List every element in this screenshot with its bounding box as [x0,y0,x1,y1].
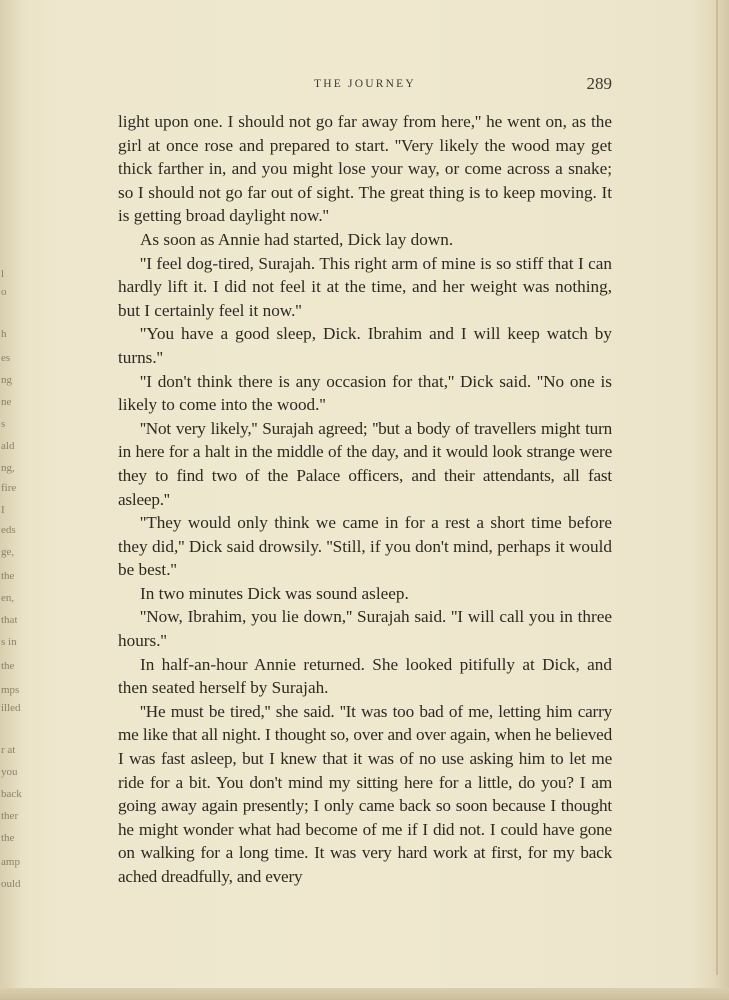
paragraph: ''I feel dog-tired, Surajah. This right arm of mine is so stiff that I can hardly lift it. I did not feel it at the time, and her weight was nothing, but I certainly feel it now.'' [118,253,612,320]
bleed-fragment: s in [1,636,17,648]
bleed-fragment: mps [1,684,20,696]
bleed-fragment: eds [1,524,16,536]
bleed-fragment: l [1,268,5,280]
bleed-fragment: back [1,788,22,800]
bleed-fragment: o [1,286,7,298]
paragraph: In two minutes Dick was sound asleep. [140,583,409,603]
bleed-fragment: that [1,614,18,626]
paragraph: ''Now, Ibrahim, you lie down,'' Surajah said. ''I will call you in three hours.'' [118,607,612,651]
bleed-fragment: es [1,352,11,364]
bleed-fragment: ne [1,396,12,408]
bleed-fragment: s [1,418,6,430]
bleed-fragment: ald [1,440,15,452]
bleed-fragment: en, [1,592,15,604]
bleed-fragment: amp [1,856,20,868]
bleed-fragment: ther [1,810,19,822]
bleed-fragment: you [1,766,18,778]
bleed-fragment: ng [1,374,12,386]
bleed-fragment: ng, [1,462,15,474]
page-header [118,74,612,96]
bleed-fragment: r at [1,744,16,756]
paragraph: light upon one. I should not go far away from here,'' he went on, as the girl at once rose and prepared to start. ''Very likely the wood may get thick farther in, and you might lose your way, or come across a snake; so I should not go far out of sight. The great thing is to keep moving. It is getting broad daylight now.'' [118,112,612,226]
bleed-fragment: the [1,660,15,672]
page-gutter-edge [716,0,718,975]
bleed-fragment: ge, [1,546,15,558]
bleed-fragment: ould [1,878,21,890]
running-head: THE JOURNEY [314,78,416,90]
page-number: 289 [586,74,612,93]
paragraph: In half-an-hour Annie returned. She looked pitifully at Dick, and then seated herself by Surajah. [118,654,612,698]
paragraph: ''Not very likely,'' Surajah agreed; ''but a body of travellers might turn in here for a halt in the middle of the day, and it would look strange were they to find two of the Palace officers, and their attendants, all fast asleep.'' [118,418,612,509]
paragraph: ''I don't think there is any occasion for that,'' Dick said. ''No one is likely to come into the wood.'' [118,371,612,415]
bleed-fragment: I [1,504,5,516]
paragraph: ''You have a good sleep, Dick. Ibrahim and I will keep watch by turns.'' [118,324,612,367]
facing-page-bleed-through [1,255,22,915]
paragraph: ''They would only think we came in for a rest a short time before they did,'' Dick said drowsily. ''Still, if you don't mind, perhaps it would be best.'' [118,513,612,580]
paragraph: ''He must be tired,'' she said. ''It was too bad of me, letting him carry me like that all night. I thought so, over and over again, when he believed I was fast asleep, but I knew that it was of no use asking him to let me ride for a bit. You don't mind my sitting here for a little, do you? I am going away again presently; I only came back so soon because I thought he might wonder what had become of me if I did not. I could have gone on walking for a long time. It was very hard work at first, for my back ached dreadfully, and every [118,701,612,886]
bleed-fragment: the [1,570,15,582]
bleed-fragment: fire [1,482,17,494]
bleed-fragment: h [1,328,7,340]
body-text [118,110,612,889]
bleed-fragment: the [1,832,15,844]
paragraph: As soon as Annie had started, Dick lay down. [140,229,454,249]
bleed-fragment: illed [1,702,21,714]
page-bottom-edge [0,988,729,1000]
